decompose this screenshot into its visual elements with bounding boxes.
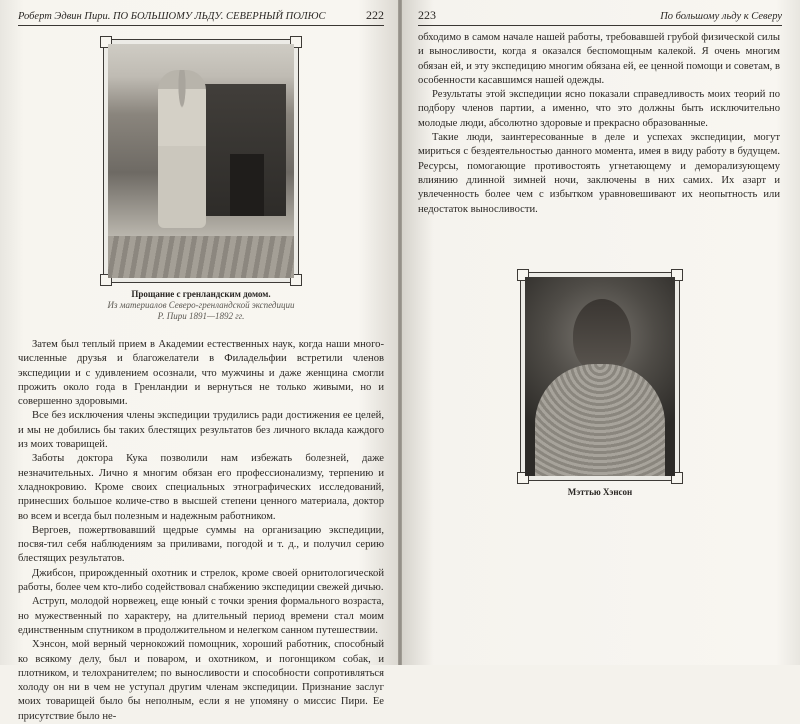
paragraph: Все без исключения члены экспедиции трудились ради достижения ее целей, и мы не добились бы таких блестящих результатов без личного вклада каждого из моих товарищей. xyxy=(18,410,384,451)
greenland-house-photo xyxy=(103,39,299,283)
left-page xyxy=(0,0,398,722)
right-caption-title: Мэттью Хэнсон xyxy=(567,486,633,497)
left-running-title: Роберт Эдвин Пири. ПО БОЛЬШОМУ ЛЬДУ. СЕВЕРНЫЙ ПОЛЮС xyxy=(18,11,326,22)
paragraph: обходимо в самом начале нашей работы, требовавшей грубой физической силы и выносливости, когда я оказался беспомощным калекой. Я очень многим обязан ей, и эту экспедицию многим обязана ей, ее ценной помощи и советам, в особенности касавшимся нашей одежды. xyxy=(418,32,780,86)
right-running-title: По большому льду к Северу xyxy=(660,11,782,22)
right-running-head xyxy=(418,8,782,26)
right-body-text xyxy=(418,31,782,217)
paragraph: Затем был теплый прием в Академии естественных наук, когда наши много-численные друзья и благожелатели в Филадельфии встретили членов экспедиции и с удивлением осознали, что мужчины и даже женщина смогли прожить около года в Гренландии и вернуться не только живыми, но и совершенно здоровыми. xyxy=(18,339,384,408)
left-photo-caption xyxy=(18,289,384,322)
photo-image xyxy=(108,44,294,278)
right-page-number: 223 xyxy=(418,8,436,22)
photo-image xyxy=(525,277,675,476)
left-caption-title: Прощание с гренландским домом. xyxy=(131,289,271,299)
paragraph: Хэнсон, мой верный чернокожий помощник, хороший работник, способный ко всякому делу, был и поваром, и охотником, и погонщиком собак, и плотником, и телохранителем; по выносливости и способности сопротивляться холоду он ни в чем не уступал другим членам экспедиции. Признание заслуг моих товарищей было бы неполным, если я не упомяну о миссис Пири. Ее присутствие было не- xyxy=(18,639,384,722)
left-running-head xyxy=(18,8,384,26)
left-page-number: 222 xyxy=(366,8,384,22)
left-body-text xyxy=(18,338,384,724)
paragraph: Джибсон, прирожденный охотник и стрелок, кроме своей орнитологической работы, более чем кто-либо содействовал снабжению экспедиции свежей дичью. xyxy=(18,567,384,594)
matthew-henson-photo xyxy=(520,272,680,481)
paragraph: Заботы доктора Кука позволили нам избежать болезней, даже незначительных. Лично я многим обязан его профессионализму, терпению и хладнокровию. Кроме своих специальных этнографических исследований, принесших большое количе-ство в высшей степени ценного материала, доктор во всем и всегда был полезным и надежным работником. xyxy=(18,453,384,522)
left-caption-years: Р. Пири 1891—1892 гг. xyxy=(157,311,245,321)
paragraph: Вергоев, пожертвовавший щедрые суммы на организацию экспедиции, посвя-тил себя наблюдениям за приливами, погодой и т. д., и получил серию блестящих результатов. xyxy=(18,524,384,565)
right-page xyxy=(402,0,800,665)
paragraph: Аструп, молодой норвежец, еще юный с точки зрения формального возраста, но мужественный по характеру, на длительный период времени стал моим единственным спутником в продолжительном и нелегком санном путешествии. xyxy=(18,596,384,636)
right-photo-caption xyxy=(418,487,782,498)
paragraph: Такие люди, заинтересованные в деле и успехах экспедиции, могут мириться с бездеятельностью данного момента, имея в виду работу в будущем. Ресурсы, помогающие противостоять угнетающему и деморализующему влиянию длинной зимней ночи, заключены в них самих. Их азарт и увлеченность более чем с избытком уравновешивают их неопытность или недостаток выносливости. xyxy=(418,132,780,215)
paragraph: Результаты этой экспедиции ясно показали справедливость моих теорий по подбору членов партии, а именно, что это должны быть исключительно молодые люди, абсолютно здоровые и прекрасно образованные. xyxy=(418,89,780,129)
left-caption-source: Из материалов Северо-гренландской экспедиции xyxy=(107,300,295,310)
